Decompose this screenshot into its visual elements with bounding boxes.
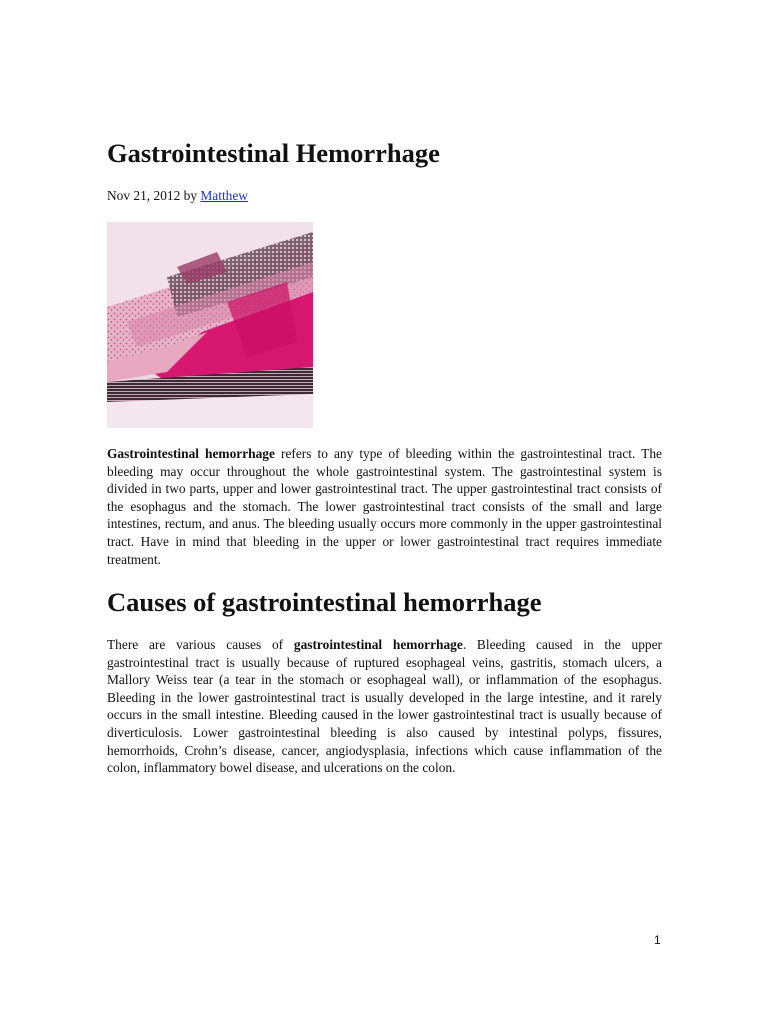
causes-bold-term: gastrointestinal hemorrhage (293, 637, 463, 652)
histology-image (107, 222, 313, 428)
causes-paragraph (107, 636, 662, 777)
intro-text: refers to any type of bleeding within the gastrointestinal tract. The bleeding may occur throughout the whole gastrointestinal system. The gastrointestinal system is divided in two parts, upper and lower gastrointestinal tract. The upper gastrointestinal tract consists of the esophagus and the stomach. The lower gastrointestinal tract consists of the small and large intestines, rectum, and anus. The bleeding usually occurs more commonly in the upper gastrointestinal tract. Have in mind that bleeding in the upper or lower gastrointestinal tract requires immediate treatment. (107, 446, 662, 567)
page-number: 1 (654, 933, 661, 947)
author-link[interactable]: Matthew (200, 188, 248, 203)
causes-text-start: There are various causes of (107, 637, 294, 652)
intro-paragraph (107, 445, 662, 568)
causes-text-end: . Bleeding caused in the upper gastrointestinal tract is usually because of ruptured esophageal veins, gastritis, stomach ulcers, a Mallory Weiss tear (a tear in the stomach or esophageal wall), or inflammation of the esophagus. Bleeding in the lower gastrointestinal tract is usually developed in the large intestine, and it rarely occurs in the small intestine. Bleeding caused in the lower gastrointestinal tract is usually because of diverticulosis. Lower gastrointestinal bleeding is also caused by intestinal polyps, fissures, hemorrhoids, Crohn’s disease, cancer, angiodysplasia, infections which cause inflammation of the colon, inflammatory bowel disease, and ulcerations on the colon. (107, 637, 662, 776)
intro-bold-term: Gastrointestinal hemorrhage (107, 446, 275, 461)
article-title: Gastrointestinal Hemorrhage (107, 138, 440, 168)
article-byline (107, 187, 248, 205)
causes-heading: Causes of gastrointestinal hemorrhage (107, 587, 542, 617)
article-date: Nov 21, 2012 by (107, 188, 201, 203)
